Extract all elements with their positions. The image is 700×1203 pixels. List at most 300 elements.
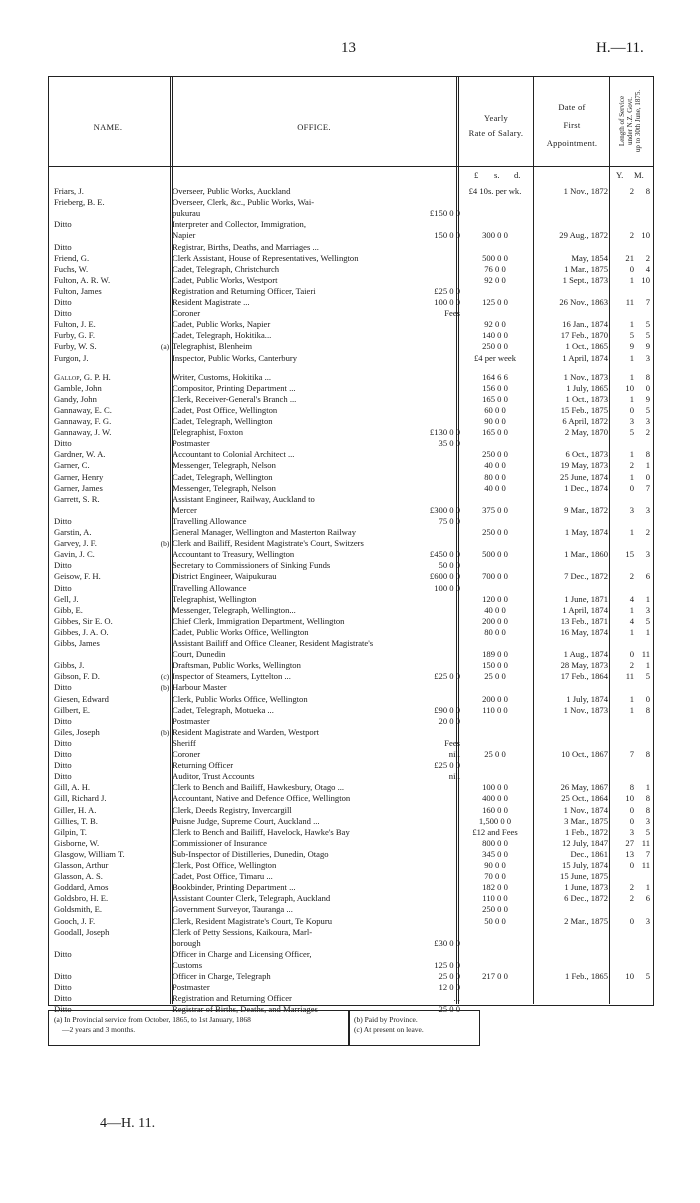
row-salary: 125 0 0 bbox=[482, 297, 508, 307]
table-row bbox=[48, 449, 652, 460]
header-length bbox=[610, 78, 650, 164]
table-row bbox=[48, 460, 652, 471]
row-name: Ditto bbox=[54, 993, 72, 1004]
row-amount: Fees bbox=[444, 737, 460, 748]
table-row bbox=[48, 472, 652, 483]
table-row bbox=[48, 549, 652, 560]
row-salary: 375 0 0 bbox=[482, 504, 508, 515]
row-name: Garner, Henry bbox=[54, 471, 104, 482]
row-office: Clerk to Bench and Bailiff, Hawkesbury, Otago ... bbox=[172, 782, 345, 793]
table-row bbox=[48, 916, 652, 927]
row-length-years: 3 bbox=[629, 504, 634, 515]
row-salary: £12 and Fees bbox=[472, 826, 518, 837]
row-date: 29 Aug., 1872 bbox=[559, 230, 608, 241]
row-length-years: 1 bbox=[629, 352, 634, 363]
row-name: Goldsbro, H. E. bbox=[54, 893, 109, 904]
row-length-years: 0 bbox=[629, 482, 634, 493]
row-office: Clerk of Petty Sessions, Kaikoura, Marl- bbox=[172, 926, 313, 937]
unit-years: Y. bbox=[616, 170, 624, 180]
table-row bbox=[48, 738, 652, 749]
table-row bbox=[48, 694, 652, 705]
row-name: Garvey, J. F. bbox=[54, 538, 97, 549]
row-name: Gilbert, E. bbox=[54, 704, 91, 715]
row-office: Clerk, Post Office, Wellington bbox=[172, 860, 277, 870]
row-salary: 90 0 0 bbox=[484, 416, 506, 426]
row-office: Cadet, Telegraph, Christchurch bbox=[172, 263, 280, 274]
row-office: District Engineer, Waipukurau bbox=[172, 571, 277, 582]
row-length-years: 15 bbox=[625, 549, 634, 560]
row-date: 1 July, 1865 bbox=[566, 382, 608, 393]
row-name: Gavin, J. C. bbox=[54, 549, 95, 560]
row-name: Ditto bbox=[54, 771, 72, 782]
row-office: Accountant to Colonial Architect ... bbox=[172, 449, 295, 460]
row-salary: 300 0 0 bbox=[482, 230, 508, 241]
row-office: Cadet, Public Works, Westport bbox=[172, 274, 278, 285]
row-date: 1 April, 1874 bbox=[562, 352, 608, 363]
row-office: Travelling Allowance bbox=[172, 515, 247, 526]
row-salary: 250 0 0 bbox=[482, 449, 508, 460]
row-date: 1 Sept., 1873 bbox=[562, 274, 608, 285]
row-salary: 25 0 0 bbox=[484, 749, 506, 759]
table-row bbox=[48, 993, 652, 1004]
row-length-months: 8 bbox=[645, 749, 650, 759]
row-office: Registration and Returning Officer bbox=[172, 993, 292, 1004]
row-length-years: 2 bbox=[629, 186, 634, 196]
row-salary: 92 0 0 bbox=[484, 319, 506, 330]
row-length-years: 0 bbox=[629, 815, 634, 826]
table-row bbox=[48, 805, 652, 816]
row-name: Garner, C. bbox=[54, 460, 90, 471]
row-length-months: 11 bbox=[641, 860, 650, 870]
row-office: Resident Magistrate and Warden, Westport bbox=[172, 726, 319, 737]
row-salary: 25 0 0 bbox=[484, 671, 506, 682]
row-salary: 40 0 0 bbox=[484, 460, 506, 471]
row-length-months: 1 bbox=[645, 660, 650, 671]
row-name: Gannaway, J. W. bbox=[54, 427, 112, 438]
row-date: 1 Nov., 1874 bbox=[563, 804, 608, 815]
row-length-months: 5 bbox=[645, 671, 650, 682]
table-row bbox=[48, 438, 652, 449]
table-row bbox=[48, 275, 652, 286]
row-name: Frieberg, B. E. bbox=[54, 197, 105, 208]
row-date: 17 Feb., 1870 bbox=[560, 330, 608, 341]
row-office: Clerk Assistant, House of Representatives, Wellington bbox=[172, 252, 359, 263]
row-length-years: 2 bbox=[629, 660, 634, 671]
row-name: Gandy, John bbox=[54, 393, 97, 404]
row-length-years: 1 bbox=[629, 693, 634, 704]
row-office: Resident Magistrate ... bbox=[172, 297, 250, 307]
row-name: Ditto bbox=[54, 948, 72, 959]
row-amount: 100 0 0 bbox=[434, 582, 460, 593]
footnote-c: (c) At present on leave. bbox=[354, 1025, 424, 1034]
row-mark: (a) bbox=[160, 342, 170, 352]
row-length-months: 7 bbox=[645, 297, 650, 307]
row-name: Goodall, Joseph bbox=[54, 926, 110, 937]
row-office: Officer in Charge and Licensing Officer, bbox=[172, 948, 312, 959]
header-name: NAME. bbox=[93, 122, 123, 132]
row-office: Clerk, Resident Magistrate's Court, Te Kopuru bbox=[172, 915, 332, 926]
table-row bbox=[48, 760, 652, 771]
row-salary: 189 0 0 bbox=[482, 649, 508, 660]
row-length-months: 3 bbox=[645, 416, 650, 426]
row-length-years: 10 bbox=[625, 971, 634, 981]
table-row bbox=[48, 594, 652, 605]
row-date: 1 Nov., 1872 bbox=[563, 186, 608, 196]
row-name: Furby, W. S. bbox=[54, 341, 97, 352]
row-salary: 110 0 0 bbox=[482, 893, 508, 904]
row-name: Gilpin, T. bbox=[54, 826, 87, 837]
row-date: 2 May, 1870 bbox=[564, 427, 608, 438]
row-name: Geisow, F. H. bbox=[54, 571, 101, 582]
row-length-months: 5 bbox=[645, 319, 650, 330]
header-date-line3: Appointment. bbox=[546, 138, 598, 148]
row-office: Accountant to Treasury, Wellington bbox=[172, 549, 295, 560]
row-name: Gallop, G. P. H. bbox=[54, 371, 111, 382]
table-row bbox=[48, 727, 652, 738]
row-office: Registrar of Births, Deaths, and Marriages bbox=[172, 1004, 318, 1015]
row-length-months: 5 bbox=[645, 330, 650, 341]
row-office: Registrar, Births, Deaths, and Marriages ... bbox=[172, 241, 319, 252]
row-amount: 20 0 0 bbox=[438, 715, 460, 726]
table-row bbox=[48, 538, 652, 549]
row-mark: (c) bbox=[160, 672, 170, 682]
row-name: Gibbs, J. bbox=[54, 660, 85, 671]
row-length-years: 1 bbox=[629, 471, 634, 482]
row-name: Gannaway, F. G. bbox=[54, 416, 112, 426]
row-amount: £90 0 0 bbox=[434, 704, 460, 715]
table-row bbox=[48, 230, 652, 241]
row-name: Garner, James bbox=[54, 482, 103, 493]
table-row bbox=[48, 971, 652, 982]
row-date: 15 July, 1874 bbox=[562, 860, 608, 870]
header-salary-line2: Rate of Salary. bbox=[468, 128, 524, 138]
row-amount: 75 0 0 bbox=[438, 515, 460, 526]
row-date: 26 May, 1867 bbox=[560, 782, 608, 793]
row-amount: £130 0 0 bbox=[429, 427, 460, 438]
row-amount: 12 0 0 bbox=[438, 982, 460, 993]
row-office: Coroner bbox=[172, 749, 201, 759]
row-name: Gisborne, W. bbox=[54, 837, 100, 848]
table-row bbox=[48, 904, 652, 915]
row-length-years: 27 bbox=[625, 837, 634, 848]
table-row bbox=[48, 893, 652, 904]
row-office: General Manager, Wellington and Masterton Railway bbox=[172, 527, 356, 537]
row-length-years: 10 bbox=[625, 793, 634, 804]
row-date: 1 Nov., 1873 bbox=[563, 704, 608, 715]
row-name: Fulton, A. R. W. bbox=[54, 274, 111, 285]
row-salary: 200 0 0 bbox=[482, 693, 508, 704]
row-name: Ditto bbox=[54, 682, 72, 693]
row-name: Friars, J. bbox=[54, 186, 84, 196]
table-row bbox=[48, 483, 652, 494]
row-length-months: 8 bbox=[645, 449, 650, 460]
row-name: Gibbes, Sir E. O. bbox=[54, 615, 113, 626]
row-length-years: 3 bbox=[629, 416, 634, 426]
row-date: 1 April, 1874 bbox=[562, 604, 608, 615]
row-name: Ditto bbox=[54, 749, 72, 759]
row-salary: 200 0 0 bbox=[482, 615, 508, 626]
row-length-years: 1 bbox=[629, 604, 634, 615]
row-salary: £4 per week bbox=[474, 352, 516, 363]
row-date: 15 Feb., 1875 bbox=[560, 404, 608, 415]
units-row bbox=[48, 170, 652, 181]
row-length-months: 8 bbox=[645, 186, 650, 196]
table-row bbox=[48, 516, 652, 527]
table-row bbox=[48, 771, 652, 782]
row-length-years: 1 bbox=[629, 319, 634, 330]
row-office: Sub-Inspector of Distilleries, Dunedin, Otago bbox=[172, 848, 329, 859]
row-date: 9 Mar., 1872 bbox=[564, 504, 608, 515]
row-name: Fulton, James bbox=[54, 285, 102, 296]
row-length-years: 4 bbox=[629, 593, 634, 604]
row-salary: 165 0 0 bbox=[482, 393, 508, 404]
row-date: 6 Oct., 1873 bbox=[565, 449, 608, 460]
row-salary: 150 0 0 bbox=[482, 660, 508, 671]
table-row bbox=[48, 242, 652, 253]
row-name: Goddard, Amos bbox=[54, 882, 109, 893]
row-office: Customs bbox=[172, 959, 203, 970]
row-office: Puisne Judge, Supreme Court, Auckland ... bbox=[172, 815, 320, 826]
table-row bbox=[48, 827, 652, 838]
header-rule bbox=[48, 166, 653, 167]
row-salary: 92 0 0 bbox=[484, 274, 506, 285]
row-office: Telegraphist, Wellington bbox=[172, 593, 257, 604]
row-date: 1 Mar., 1875 bbox=[564, 263, 608, 274]
table-row bbox=[48, 571, 652, 582]
footnote-a-line1: (a) In Provincial service from October, 1865, to 1st January, 1868 bbox=[54, 1015, 251, 1024]
row-length-months: 1 bbox=[645, 593, 650, 604]
row-length-months: 5 bbox=[645, 826, 650, 837]
row-name: Ditto bbox=[54, 297, 72, 307]
row-salary: 50 0 0 bbox=[484, 915, 506, 926]
row-length-years: 0 bbox=[629, 263, 634, 274]
row-date: May, 1854 bbox=[571, 252, 608, 263]
row-length-years: 2 bbox=[629, 230, 634, 241]
row-amount: 35 0 0 bbox=[438, 438, 460, 449]
row-office: Clerk, Deeds Registry, Invercargill bbox=[172, 804, 292, 815]
table-row bbox=[48, 816, 652, 827]
row-office: Chief Clerk, Immigration Department, Wellington bbox=[172, 615, 345, 626]
row-length-months: 3 bbox=[645, 549, 650, 560]
row-amount: £600 0 0 bbox=[429, 571, 460, 582]
row-office: Cadet, Telegraph, Wellington bbox=[172, 471, 273, 482]
row-length-months: 2 bbox=[645, 252, 650, 263]
row-office: Cadet, Public Works, Napier bbox=[172, 319, 271, 330]
table-row bbox=[48, 605, 652, 616]
row-office: Inspector, Public Works, Canterbury bbox=[172, 352, 298, 363]
row-office: Messenger, Telegraph, Wellington... bbox=[172, 604, 296, 615]
row-length-months: 9 bbox=[645, 341, 650, 352]
table-row bbox=[48, 383, 652, 394]
row-office: Cadet, Post Office, Timaru ... bbox=[172, 871, 273, 882]
row-amount: 100 0 0 bbox=[434, 297, 460, 307]
row-name: Ditto bbox=[54, 308, 72, 319]
row-length-years: 13 bbox=[625, 848, 634, 859]
row-salary: 250 0 0 bbox=[482, 904, 508, 915]
footnotes bbox=[48, 1010, 653, 1064]
row-length-years: 0 bbox=[629, 860, 634, 870]
header-length-line3: up to 30th June, 1875. bbox=[634, 89, 642, 153]
table-row bbox=[48, 405, 652, 416]
row-office: Draftsman, Public Works, Wellington bbox=[172, 660, 301, 671]
table-row bbox=[48, 960, 652, 971]
row-office: Accountant, Native and Defence Office, Wellington bbox=[172, 793, 351, 804]
row-date: 17 Feb., 1864 bbox=[560, 671, 608, 682]
row-name: Gannaway, E. C. bbox=[54, 404, 112, 415]
row-name: Furgon, J. bbox=[54, 352, 89, 363]
row-salary: 70 0 0 bbox=[484, 871, 506, 882]
table-row bbox=[48, 782, 652, 793]
row-length-years: 2 bbox=[629, 893, 634, 904]
row-amount: £25 0 0 bbox=[434, 671, 460, 682]
row-length-months: 8 bbox=[645, 704, 650, 715]
row-salary: £4 10s. per wk. bbox=[468, 186, 522, 196]
row-salary: 60 0 0 bbox=[484, 404, 506, 415]
row-date: 1 Feb., 1865 bbox=[565, 971, 608, 981]
row-name: Fuchs, W. bbox=[54, 263, 89, 274]
row-salary: 80 0 0 bbox=[484, 626, 506, 637]
header-salary-line1: Yearly bbox=[483, 113, 509, 123]
table-row bbox=[48, 716, 652, 727]
table-row bbox=[48, 208, 652, 219]
row-date: 1 Feb., 1872 bbox=[565, 826, 608, 837]
table-row bbox=[48, 527, 652, 538]
row-amount: 50 0 0 bbox=[438, 560, 460, 571]
row-office: pukurau bbox=[172, 208, 201, 219]
row-office: Clerk and Bailiff, Resident Magistrate's Court, Switzers bbox=[172, 538, 364, 549]
row-amount: 150 0 0 bbox=[434, 230, 460, 241]
row-salary: 90 0 0 bbox=[484, 860, 506, 870]
bottom-reference: 4—H. 11. bbox=[100, 1116, 156, 1131]
row-length-years: 1 bbox=[629, 626, 634, 637]
row-salary: 800 0 0 bbox=[482, 837, 508, 848]
table-row bbox=[48, 264, 652, 275]
table-row bbox=[48, 749, 652, 760]
table-row bbox=[48, 560, 652, 571]
row-length-months: 1 bbox=[645, 460, 650, 471]
footnote-a-line2: —2 years and 3 months. bbox=[62, 1025, 136, 1034]
row-amount: £30 0 0 bbox=[434, 937, 460, 948]
row-amount: Fees bbox=[444, 308, 460, 319]
row-length-years: 5 bbox=[629, 427, 634, 438]
row-name: Ditto bbox=[54, 241, 72, 252]
row-mark: (b) bbox=[160, 683, 170, 693]
row-salary: 100 0 0 bbox=[482, 782, 508, 793]
row-date: 1 May, 1874 bbox=[564, 527, 608, 537]
row-length-years: 5 bbox=[629, 330, 634, 341]
row-name: Ditto bbox=[54, 760, 72, 771]
row-amount: £450 0 0 bbox=[429, 549, 460, 560]
row-length-years: 0 bbox=[629, 649, 634, 660]
row-name: Giller, H. A. bbox=[54, 804, 97, 815]
row-length-years: 1 bbox=[629, 371, 634, 382]
row-date: 16 Jan., 1874 bbox=[562, 319, 608, 330]
row-office: Messenger, Telegraph, Nelson bbox=[172, 482, 276, 493]
row-length-months: 8 bbox=[645, 793, 650, 804]
table-row bbox=[48, 308, 652, 319]
row-amount: ... bbox=[453, 993, 460, 1004]
row-office: Postmaster bbox=[172, 438, 210, 449]
row-salary: 76 0 0 bbox=[484, 263, 506, 274]
row-name: Glasson, A. S. bbox=[54, 871, 103, 882]
row-name: Ditto bbox=[54, 982, 72, 993]
row-length-years: 2 bbox=[629, 571, 634, 582]
row-office: Telegraphist, Blenheim bbox=[172, 341, 253, 352]
row-salary: 250 0 0 bbox=[482, 527, 508, 537]
row-length-years: 1 bbox=[629, 274, 634, 285]
row-date: 13 Feb., 1871 bbox=[560, 615, 608, 626]
row-length-years: 0 bbox=[629, 804, 634, 815]
row-mark: (b) bbox=[160, 539, 170, 549]
row-date: 2 Mar., 1875 bbox=[564, 915, 608, 926]
row-amount: £150 0 0 bbox=[429, 208, 460, 219]
row-length-years: 21 bbox=[625, 252, 634, 263]
row-length-months: 2 bbox=[645, 427, 650, 438]
row-mark: (b) bbox=[160, 727, 170, 737]
row-office: Auditor, Trust Accounts bbox=[172, 771, 255, 782]
row-length-years: 1 bbox=[629, 527, 634, 537]
table-row bbox=[48, 353, 652, 364]
table-row bbox=[48, 219, 652, 230]
table-row bbox=[48, 927, 652, 938]
row-date: 25 June, 1874 bbox=[560, 471, 608, 482]
row-name: Ditto bbox=[54, 560, 72, 571]
row-salary: 400 0 0 bbox=[482, 793, 508, 804]
row-date: 10 Oct., 1867 bbox=[561, 749, 608, 759]
row-name: Garstin, A. bbox=[54, 527, 92, 537]
row-office: Coroner bbox=[172, 308, 201, 319]
row-office: Officer in Charge, Telegraph bbox=[172, 971, 271, 981]
row-length-months: 8 bbox=[645, 371, 650, 382]
table-row bbox=[48, 793, 652, 804]
table-row bbox=[48, 682, 652, 693]
row-salary: 80 0 0 bbox=[484, 471, 506, 482]
row-office: Overseer, Clerk, &c., Public Works, Wai- bbox=[172, 197, 315, 208]
table-row bbox=[48, 197, 652, 208]
row-date: Dec., 1861 bbox=[570, 848, 608, 859]
row-name: Ditto bbox=[54, 715, 72, 726]
row-name: Gell, J. bbox=[54, 593, 79, 604]
row-date: 12 July, 1847 bbox=[562, 837, 608, 848]
header-length-line1: Length of Service bbox=[618, 95, 626, 147]
row-amount: £25 0 0 bbox=[434, 285, 460, 296]
row-salary: 165 0 0 bbox=[482, 427, 508, 438]
table-row bbox=[48, 372, 652, 383]
row-date: 1 Nov., 1873 bbox=[563, 371, 608, 382]
table-row bbox=[48, 583, 652, 594]
row-date: 3 Mar., 1875 bbox=[564, 815, 608, 826]
row-date: 15 June, 1875 bbox=[560, 871, 608, 882]
row-date: 1 Mar., 1860 bbox=[564, 549, 608, 560]
row-salary: 1,500 0 0 bbox=[478, 815, 512, 826]
unit-pence: d. bbox=[514, 170, 521, 180]
row-name: Garrett, S. R. bbox=[54, 493, 100, 504]
row-office: Court, Dunedin bbox=[172, 649, 226, 660]
row-name: Ditto bbox=[54, 438, 72, 449]
row-length-months: 7 bbox=[645, 482, 650, 493]
header-date-line2: First bbox=[563, 120, 581, 130]
row-office: Cadet, Telegraph, Hokitika... bbox=[172, 330, 272, 341]
row-name: Gardner, W. A. bbox=[54, 449, 106, 460]
row-office: Cadet, Public Works Office, Wellington bbox=[172, 626, 309, 637]
row-length-years: 1 bbox=[629, 449, 634, 460]
row-length-months: 1 bbox=[645, 626, 650, 637]
row-office: Cadet, Telegraph, Wellington bbox=[172, 416, 273, 426]
row-office: Sheriff bbox=[172, 737, 196, 748]
row-salary: 164 6 6 bbox=[482, 371, 508, 382]
row-length-years: 1 bbox=[629, 393, 634, 404]
row-office: Postmaster bbox=[172, 982, 210, 993]
